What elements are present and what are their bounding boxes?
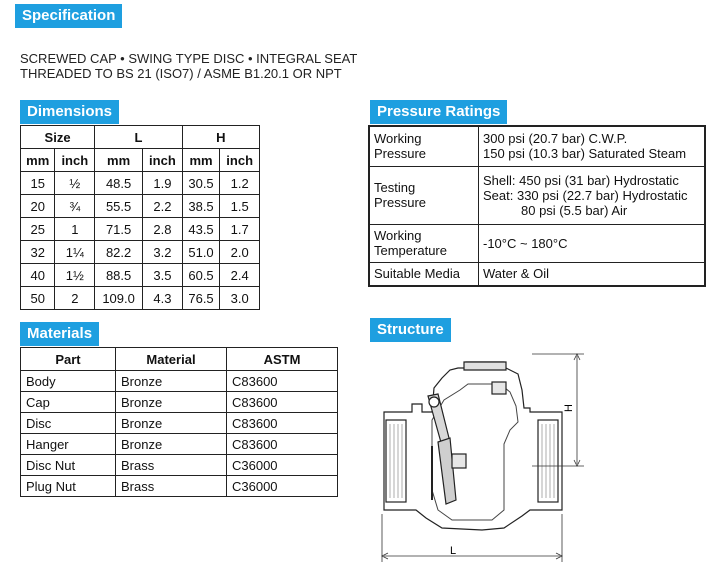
table-cell: 1¼ <box>55 241 95 264</box>
subheader-h-inch: inch <box>220 149 260 172</box>
table-row <box>21 172 260 195</box>
table-cell: C83600 <box>227 392 338 413</box>
label-line: Temperature <box>374 243 447 258</box>
dimensions-title: Dimensions <box>20 100 119 124</box>
table-cell: 3.0 <box>220 287 260 310</box>
table-cell: 71.5 <box>95 218 143 241</box>
right-thread-lines <box>542 424 554 498</box>
valve-structure-drawing <box>372 350 584 562</box>
label-line: Working <box>374 228 422 243</box>
table-cell: 3.2 <box>143 241 183 264</box>
table-cell: ¾ <box>55 195 95 218</box>
table-cell: 2.8 <box>143 218 183 241</box>
table-cell: 30.5 <box>182 172 220 195</box>
table-cell: 32 <box>21 241 55 264</box>
table-cell: Hanger <box>21 434 116 455</box>
pressure-ratings-title: Pressure Ratings <box>370 100 507 124</box>
suitable-media-value: Water & Oil <box>479 262 706 286</box>
left-thread-lines <box>390 424 402 498</box>
table-row <box>369 262 705 286</box>
table-cell: 2.0 <box>220 241 260 264</box>
table-cell: 20 <box>21 195 55 218</box>
working-pressure-label <box>369 126 479 166</box>
table-cell: Plug Nut <box>21 476 116 497</box>
table-cell: Cap <box>21 392 116 413</box>
header-size: Size <box>21 126 95 149</box>
plug-nut <box>492 382 506 394</box>
table-cell: Bronze <box>116 413 227 434</box>
table-cell: 48.5 <box>95 172 143 195</box>
table-row <box>21 392 338 413</box>
table-row <box>21 476 338 497</box>
table-cell: 1 <box>55 218 95 241</box>
table-row <box>21 413 338 434</box>
table-cell: 50 <box>21 287 55 310</box>
table-row <box>369 224 705 262</box>
table-cell: Body <box>21 371 116 392</box>
table-cell: C36000 <box>227 455 338 476</box>
table-row <box>21 434 338 455</box>
table-cell: Bronze <box>116 392 227 413</box>
hanger-pivot <box>429 397 439 407</box>
header-astm: ASTM <box>227 348 338 371</box>
pressure-ratings-table <box>368 125 706 287</box>
materials-title: Materials <box>20 322 99 346</box>
header-h: H <box>182 126 259 149</box>
table-cell: Disc <box>21 413 116 434</box>
working-temperature-label <box>369 224 479 262</box>
table-cell: 38.5 <box>182 195 220 218</box>
table-cell: 40 <box>21 264 55 287</box>
table-row <box>21 195 260 218</box>
subheader-l-inch: inch <box>143 149 183 172</box>
table-cell: 43.5 <box>182 218 220 241</box>
l-dimension-label: L <box>450 545 457 557</box>
table-cell: C83600 <box>227 371 338 392</box>
left-thread-end <box>386 420 406 502</box>
specification-title: Specification <box>15 4 122 28</box>
table-cell: 55.5 <box>95 195 143 218</box>
table-cell: 25 <box>21 218 55 241</box>
table-cell: C83600 <box>227 434 338 455</box>
header-material: Material <box>116 348 227 371</box>
header-l: L <box>95 126 183 149</box>
testing-pressure-label <box>369 166 479 224</box>
table-cell: 60.5 <box>182 264 220 287</box>
structure-title: Structure <box>370 318 451 342</box>
table-cell: Bronze <box>116 434 227 455</box>
testing-pressure-value <box>479 166 706 224</box>
working-temperature-value: -10°C ~ 180°C <box>479 224 706 262</box>
table-row <box>21 371 338 392</box>
h-dimension-label: H <box>563 404 575 412</box>
swing-disc <box>438 438 456 504</box>
disc-nut <box>452 454 466 468</box>
value-line: Shell: 450 psi (31 bar) Hydrostatic <box>483 172 679 188</box>
table-cell: 4.3 <box>143 287 183 310</box>
table-row <box>369 166 705 224</box>
materials-header-row <box>21 348 338 371</box>
subheader-size-inch: inch <box>55 149 95 172</box>
table-cell: Brass <box>116 476 227 497</box>
label-line: Pressure <box>374 146 427 162</box>
value-line: 80 psi (5.5 bar) Air <box>521 202 628 218</box>
subheader-size-mm: mm <box>21 149 55 172</box>
table-row <box>21 241 260 264</box>
label-line: Testing <box>374 180 416 195</box>
table-cell: 1.7 <box>220 218 260 241</box>
table-cell: ½ <box>55 172 95 195</box>
table-cell: 109.0 <box>95 287 143 310</box>
dimensions-group-header-row <box>21 126 260 149</box>
value-line: 300 psi (20.7 bar) C.W.P. <box>483 131 628 147</box>
header-part: Part <box>21 348 116 371</box>
value-line: Seat: 330 psi (22.7 bar) Hydrostatic <box>483 187 688 203</box>
table-cell: 51.0 <box>182 241 220 264</box>
subheader-l-mm: mm <box>95 149 143 172</box>
table-row <box>21 455 338 476</box>
working-pressure-value <box>479 126 706 166</box>
table-cell: 76.5 <box>182 287 220 310</box>
table-cell: 1.5 <box>220 195 260 218</box>
table-cell: 82.2 <box>95 241 143 264</box>
spec-line-2: THREADED TO BS 21 (ISO7) / ASME B1.20.1 OR NPT <box>20 66 342 81</box>
table-cell: Bronze <box>116 371 227 392</box>
dimensions-unit-header-row <box>21 149 260 172</box>
right-thread-end <box>538 420 558 502</box>
materials-table <box>20 347 338 497</box>
subheader-h-mm: mm <box>182 149 220 172</box>
table-cell: 1½ <box>55 264 95 287</box>
table-cell: Brass <box>116 455 227 476</box>
table-cell: 1.2 <box>220 172 260 195</box>
table-row <box>369 126 705 166</box>
valve-body-outline <box>384 362 562 530</box>
dimensions-table <box>20 125 260 310</box>
table-row <box>21 264 260 287</box>
label-line: Working <box>374 131 422 147</box>
table-cell: C83600 <box>227 413 338 434</box>
table-cell: 2 <box>55 287 95 310</box>
table-row <box>21 287 260 310</box>
table-cell: 3.5 <box>143 264 183 287</box>
spec-line-1: SCREWED CAP • SWING TYPE DISC • INTEGRAL SEAT <box>20 51 358 66</box>
specification-text <box>20 51 357 81</box>
table-cell: 88.5 <box>95 264 143 287</box>
table-cell: 15 <box>21 172 55 195</box>
screwed-cap <box>464 362 506 370</box>
table-row <box>21 218 260 241</box>
table-cell: 2.2 <box>143 195 183 218</box>
table-cell: C36000 <box>227 476 338 497</box>
label-line: Pressure <box>374 195 427 210</box>
suitable-media-label: Suitable Media <box>369 262 479 286</box>
value-line: 150 psi (10.3 bar) Saturated Steam <box>483 146 687 162</box>
table-cell: Disc Nut <box>21 455 116 476</box>
table-cell: 2.4 <box>220 264 260 287</box>
table-cell: 1.9 <box>143 172 183 195</box>
